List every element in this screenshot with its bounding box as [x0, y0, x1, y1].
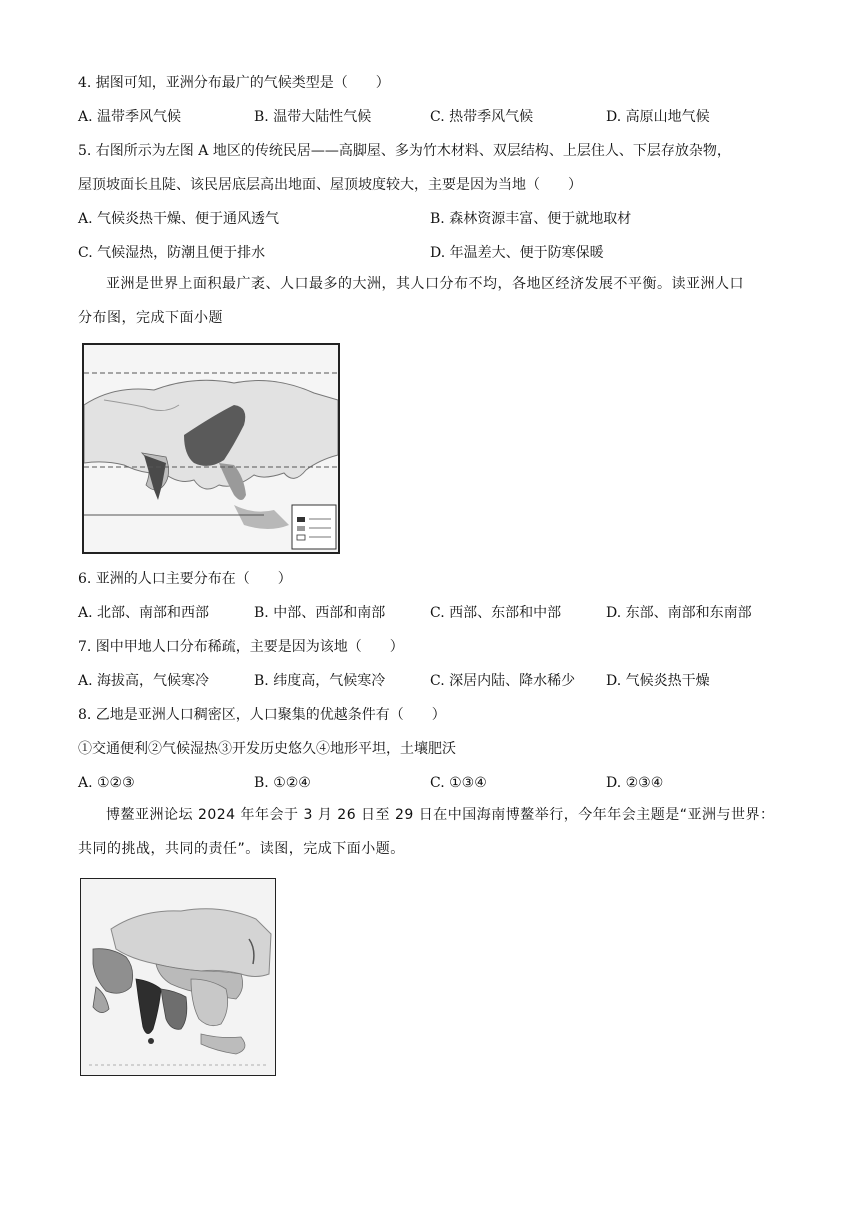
q6-option-a: A. 北部、南部和西部 [78, 605, 210, 621]
q6-stem: 6. 亚洲的人口主要分布在（ ） [78, 571, 292, 587]
q4-option-a: A. 温带季风气候 [78, 109, 182, 125]
q4-option-d: D. 高原山地气候 [606, 109, 710, 125]
population-map-graphic [84, 345, 338, 552]
q5-option-c: C. 气候湿热，防潮且便于排水 [78, 245, 266, 261]
q6-option-b: B. 中部、西部和南部 [254, 605, 386, 621]
q8-option-c: C. ①③④ [430, 775, 487, 791]
q5-stem-line1: 5. 右图所示为左图 A 地区的传统民居——高脚屋、多为竹木材料、双层结构、上层住人、下层存放杂物， [78, 143, 731, 159]
asia-regions-map [80, 878, 276, 1076]
q4-option-b: B. 温带大陆性气候 [254, 109, 372, 125]
q7-option-b: B. 纬度高，气候寒冷 [254, 673, 386, 689]
q4-stem: 4. 据图可知，亚洲分布最广的气候类型是（ ） [78, 75, 390, 91]
q7-option-c: C. 深居内陆、降水稀少 [430, 673, 576, 689]
q5-option-d: D. 年温差大、便于防寒保暖 [430, 245, 604, 261]
intro1-line2: 分布图，完成下面小题 [78, 310, 223, 326]
intro1-line1: 亚洲是世界上面积最广袤、人口最多的大洲，其人口分布不均，各地区经济发展不平衡。读亚洲人口 [106, 276, 744, 292]
q5-option-b: B. 森林资源丰富、便于就地取材 [430, 211, 632, 227]
regions-map-graphic [81, 879, 275, 1075]
q8-option-a: A. ①②③ [78, 775, 135, 791]
intro2-line2: 共同的挑战，共同的责任”。读图，完成下面小题。 [78, 841, 405, 857]
q8-stem: 8. 乙地是亚洲人口稠密区，人口聚集的优越条件有（ ） [78, 707, 446, 723]
q8-option-d: D. ②③④ [606, 775, 664, 791]
q6-option-c: C. 西部、东部和中部 [430, 605, 562, 621]
q7-stem: 7. 图中甲地人口分布稀疏，主要是因为该地（ ） [78, 639, 404, 655]
q5-stem-line2: 屋顶坡面长且陡、该民居底层高出地面、屋顶坡度较大，主要是因为当地（ ） [78, 177, 582, 193]
q7-option-a: A. 海拔高，气候寒冷 [78, 673, 210, 689]
q7-option-d: D. 气候炎热干燥 [606, 673, 710, 689]
q8-conditions: ①交通便利②气候湿热③开发历史悠久④地形平坦，土壤肥沃 [78, 741, 456, 757]
intro-paragraph-population [78, 267, 782, 335]
q4-option-c: C. 热带季风气候 [430, 109, 534, 125]
intro2-line1: 博鳌亚洲论坛 2024 年年会于 3 月 26 日至 29 日在中国海南博鳌举行，今年年会主题是“亚洲与世界： [106, 807, 775, 823]
intro-paragraph-boao [78, 798, 782, 866]
q8-option-b: B. ①②④ [254, 775, 311, 791]
q5-option-a: A. 气候炎热干燥、便于通风透气 [78, 211, 280, 227]
asia-population-map [82, 343, 340, 554]
q6-option-d: D. 东部、南部和东南部 [606, 605, 752, 621]
